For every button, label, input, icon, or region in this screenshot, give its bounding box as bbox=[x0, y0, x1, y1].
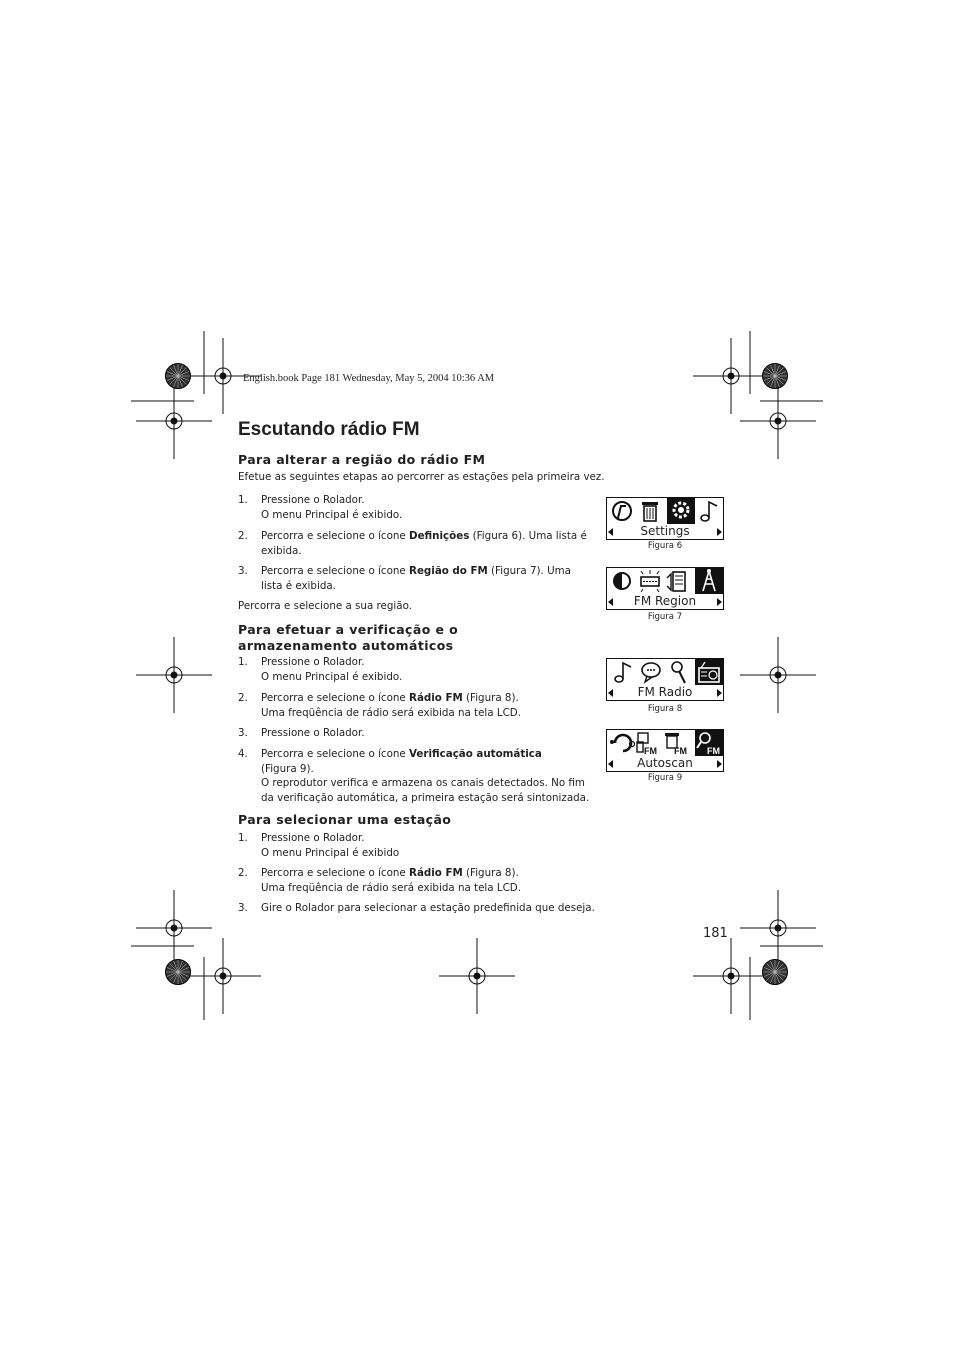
fm-save-icon bbox=[637, 733, 657, 756]
contrast-icon bbox=[614, 573, 630, 589]
microphone-icon bbox=[672, 662, 685, 683]
svg-text:FM: FM bbox=[644, 746, 657, 756]
scroll-note-icon bbox=[613, 502, 631, 520]
figure-caption: Figura 8 bbox=[647, 704, 683, 714]
lcd-figure-fm-radio: FM Radio bbox=[606, 658, 724, 701]
scroll-right-arrow-icon bbox=[717, 760, 722, 768]
page-title: Escutando rádio FM bbox=[238, 419, 420, 440]
music-note-icon bbox=[701, 502, 717, 521]
section-heading-autoscan: Para efetuar a verificação e o armazenamento automáticos bbox=[238, 622, 459, 653]
svg-text:FM: FM bbox=[674, 746, 687, 756]
section-heading-select-station: Para selecionar uma estação bbox=[238, 812, 452, 827]
speech-bubble-icon bbox=[642, 663, 660, 682]
scroll-right-arrow-icon bbox=[717, 689, 722, 697]
figure-caption: Figura 6 bbox=[647, 541, 683, 551]
lcd-figure-fm-region: FM Region bbox=[606, 567, 724, 610]
lcd-figure-settings: Settings bbox=[606, 497, 724, 540]
lcd-figure-autoscan: FM FM FM Autoscan bbox=[606, 729, 724, 772]
music-note-icon bbox=[615, 663, 631, 682]
section-intro: Efetue as seguintes etapas ao percorrer as estações pela primeira vez. bbox=[238, 471, 605, 483]
scroll-right-arrow-icon bbox=[717, 528, 722, 536]
figure-caption: Figura 7 bbox=[647, 612, 683, 622]
trash-icon bbox=[642, 502, 658, 521]
section-outro: Percorra e selecione a sua região. bbox=[238, 600, 412, 612]
book-header-line: English.book Page 181 Wednesday, May 5, 2004 10:36 AM bbox=[243, 373, 495, 384]
figure-caption: Figura 9 bbox=[647, 773, 683, 783]
autoscan-cycle-icon bbox=[610, 735, 635, 751]
section-heading-fm-region: Para alterar a região do rádio FM bbox=[238, 452, 486, 467]
backlight-icon bbox=[641, 570, 659, 592]
scroll-right-arrow-icon bbox=[717, 598, 722, 606]
svg-text:FM: FM bbox=[707, 746, 720, 756]
fm-delete-icon bbox=[665, 733, 687, 756]
page-number: 181 bbox=[703, 926, 728, 941]
battery-icon bbox=[667, 572, 685, 591]
